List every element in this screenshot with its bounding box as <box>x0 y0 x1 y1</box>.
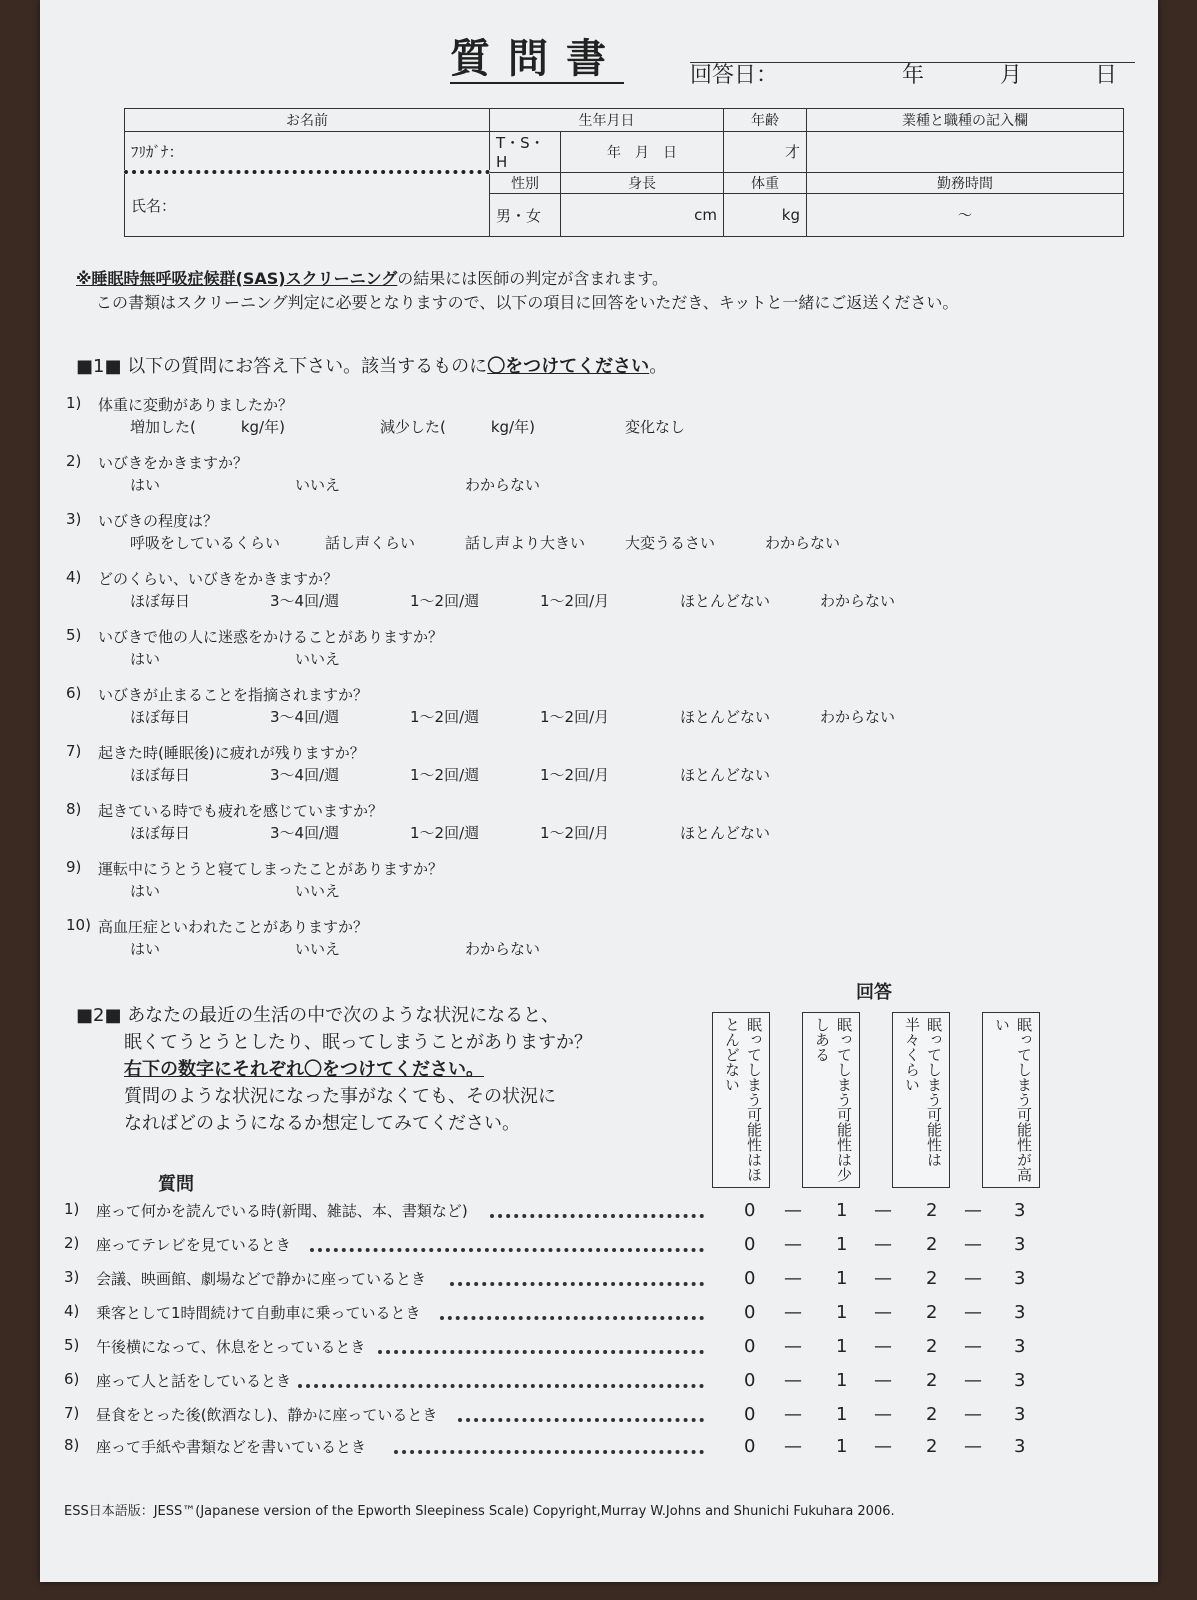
score-option-2[interactable]: 2 <box>926 1336 938 1357</box>
occupation-field[interactable] <box>807 132 1124 173</box>
ess-question-row <box>64 1436 1124 1462</box>
height-field[interactable]: cm <box>561 194 724 237</box>
score-option-1[interactable]: 1 <box>836 1200 848 1221</box>
answer-option[interactable]: いいえ <box>295 476 341 494</box>
score-option-0[interactable]: 0 <box>744 1268 756 1289</box>
answer-option[interactable]: 1～2回/週 <box>410 592 480 610</box>
ess-question-row <box>64 1336 1124 1362</box>
score-option-3[interactable]: 3 <box>1014 1234 1026 1255</box>
question-text: 体重に変動がありましたか？ <box>98 396 294 414</box>
section1-heading-end: 。 <box>649 356 668 377</box>
ess-question-number: 1) <box>64 1200 80 1218</box>
answer-month-label: 月 <box>1000 63 1023 88</box>
score-option-0[interactable]: 0 <box>744 1436 756 1457</box>
score-option-0[interactable]: 0 <box>744 1200 756 1221</box>
ess-question-number: 3) <box>64 1268 80 1286</box>
scale-column-1: 眠ってしまう可能性は少しある <box>802 1012 860 1188</box>
scale-dash: — <box>964 1436 982 1457</box>
age-field[interactable] <box>724 132 807 173</box>
ess-question-text: 座って何かを読んでいる時(新聞、雑誌、本、書類など) <box>96 1202 468 1220</box>
question-text: いびきをかきますか？ <box>98 454 249 472</box>
scale-dash: — <box>874 1336 892 1357</box>
section2-line5: なればどのようになるか想定してみてください。 <box>124 1113 520 1134</box>
answer-option[interactable]: はい <box>130 940 161 958</box>
answer-option[interactable]: ほとんどない <box>680 766 771 784</box>
dotted-leader <box>450 1282 704 1286</box>
score-option-0[interactable]: 0 <box>744 1234 756 1255</box>
section2-instruction: 右下の数字にそれぞれ〇をつけてください。 <box>124 1059 484 1080</box>
dotted-leader <box>458 1418 704 1422</box>
answer-option[interactable]: 3～4回/週 <box>270 824 340 842</box>
score-option-1[interactable]: 1 <box>836 1370 848 1391</box>
screening-note-rest: の結果には医師の判定が含まれます。 <box>397 269 669 288</box>
score-option-3[interactable]: 3 <box>1014 1436 1026 1457</box>
dotted-leader <box>440 1316 704 1320</box>
sex-field[interactable]: 男・女 <box>490 194 561 237</box>
score-option-3[interactable]: 3 <box>1014 1302 1026 1323</box>
question-text: 起きた時(睡眠後)に疲れが残りますか？ <box>98 744 365 762</box>
answer-date-label: 回答日： <box>690 63 779 88</box>
score-option-0[interactable]: 0 <box>744 1404 756 1425</box>
scale-dash: — <box>874 1302 892 1323</box>
score-option-2[interactable]: 2 <box>926 1370 938 1391</box>
score-option-1[interactable]: 1 <box>836 1234 848 1255</box>
score-option-3[interactable]: 3 <box>1014 1404 1026 1425</box>
scale-column-3: 眠ってしまう可能性が高い <box>982 1012 1040 1188</box>
section2-line1: ■2■ あなたの最近の生活の中で次のような状況になると、 <box>76 1005 560 1026</box>
questionnaire-sheet <box>40 0 1158 1582</box>
ess-question-text: 午後横になって、休息をとっているとき <box>96 1338 366 1356</box>
sex-header: 性別 <box>490 172 561 194</box>
scale-dash: — <box>784 1404 802 1425</box>
answer-option[interactable]: ほとんどない <box>680 824 771 842</box>
answer-option[interactable]: いいえ <box>295 940 341 958</box>
answer-option[interactable]: いいえ <box>295 882 341 900</box>
answer-option[interactable]: ほとんどない <box>680 592 771 610</box>
scale-dash: — <box>874 1370 892 1391</box>
score-option-3[interactable]: 3 <box>1014 1336 1026 1357</box>
scale-dash: — <box>964 1336 982 1357</box>
section2-line4: 質問のような状況になった事がなくても、その状況に <box>124 1086 556 1107</box>
sas-screening-text: ※睡眠時無呼吸症候群(SAS)スクリーニング <box>76 269 398 288</box>
answer-option[interactable]: 呼吸をしているくらい <box>130 534 281 552</box>
answer-option[interactable]: 3～4回/週 <box>270 708 340 726</box>
score-option-2[interactable]: 2 <box>926 1234 938 1255</box>
ess-question-number: 7) <box>64 1404 80 1422</box>
scale-column-0: 眠ってしまう可能性はほとんどない <box>712 1012 770 1188</box>
section1-heading-emphasis: 〇をつけてください <box>487 356 650 377</box>
birthdate-header: 生年月日 <box>490 109 724 132</box>
question-label: 質問 <box>158 1174 194 1195</box>
work-hours-header: 勤務時間 <box>807 172 1124 194</box>
score-option-3[interactable]: 3 <box>1014 1200 1026 1221</box>
scale-dash: — <box>784 1268 802 1289</box>
scale-dash: — <box>784 1200 802 1221</box>
occupation-header: 業種と職種の記入欄 <box>807 109 1124 132</box>
ess-question-text: 座って手紙や書類などを書いているとき <box>96 1438 367 1456</box>
score-option-3[interactable]: 3 <box>1014 1268 1026 1289</box>
scale-dash: — <box>964 1404 982 1425</box>
question-text: どのくらい、いびきをかきますか？ <box>98 570 339 588</box>
answer-option[interactable]: ほぼ毎日 <box>130 766 191 784</box>
section1-heading-text: ■1■ 以下の質問にお答え下さい。該当するものに <box>76 356 488 377</box>
ess-question-number: 6) <box>64 1370 80 1388</box>
question-number: 7) <box>66 742 82 760</box>
answer-option[interactable]: わからない <box>820 592 896 610</box>
scale-dash: — <box>784 1302 802 1323</box>
score-option-1[interactable]: 1 <box>836 1436 848 1457</box>
ess-question-row <box>64 1200 1124 1226</box>
age-unit: 才 <box>784 143 800 162</box>
score-option-0[interactable]: 0 <box>744 1302 756 1323</box>
question-number: 1) <box>66 394 82 412</box>
ess-question-text: 昼食をとった後(飲酒なし)、静かに座っているとき <box>96 1406 438 1424</box>
score-option-2[interactable]: 2 <box>926 1268 938 1289</box>
answer-label: 回答 <box>856 982 892 1003</box>
score-option-1[interactable]: 1 <box>836 1302 848 1323</box>
scale-dash: — <box>874 1234 892 1255</box>
answer-option[interactable]: わからない <box>465 940 541 958</box>
answer-date-field[interactable] <box>690 62 1135 88</box>
question-number: 6) <box>66 684 82 702</box>
ess-question-number: 5) <box>64 1336 80 1354</box>
scale-dash: — <box>964 1234 982 1255</box>
copyright-footer: ESS日本語版：JESS™(Japanese version of the Epworth Sleepiness Scale) Copyright,Murray W.Johns and Shunichi Fukuhara 2006. <box>64 1504 895 1519</box>
work-hours-field[interactable]: ～ <box>807 194 1124 237</box>
scale-dash: — <box>784 1436 802 1457</box>
answer-option[interactable]: わからない <box>465 476 541 494</box>
scale-dash: — <box>784 1336 802 1357</box>
answer-option[interactable]: ほぼ毎日 <box>130 824 191 842</box>
ess-question-number: 4) <box>64 1302 80 1320</box>
score-option-1[interactable]: 1 <box>836 1336 848 1357</box>
score-option-0[interactable]: 0 <box>744 1370 756 1391</box>
ess-question-row <box>64 1234 1124 1260</box>
section1-heading <box>76 352 667 378</box>
answer-option[interactable]: いいえ <box>295 650 341 668</box>
question-text: 運転中にうとうと寝てしまったことがありますか？ <box>98 860 444 878</box>
answer-day-label: 日 <box>1095 63 1118 88</box>
scale-dash: — <box>964 1302 982 1323</box>
furigana-label: ﾌﾘｶﾞﾅ： <box>131 142 184 161</box>
ess-question-text: 乗客として1時間続けて自動車に乗っているとき <box>96 1304 421 1322</box>
answer-option[interactable]: 1～2回/週 <box>410 708 480 726</box>
answer-option[interactable]: 1～2回/週 <box>410 824 480 842</box>
ess-question-text: 座ってテレビを見ているとき <box>96 1236 291 1254</box>
score-option-1[interactable]: 1 <box>836 1268 848 1289</box>
scale-dash: — <box>964 1268 982 1289</box>
scale-dash: — <box>874 1268 892 1289</box>
scale-dash: — <box>784 1370 802 1391</box>
question-number: 2) <box>66 452 82 470</box>
ess-question-text: 会議、映画館、劇場などで静かに座っているとき <box>96 1270 427 1288</box>
score-option-2[interactable]: 2 <box>926 1302 938 1323</box>
score-option-0[interactable]: 0 <box>744 1336 756 1357</box>
answer-option[interactable]: はい <box>130 882 161 900</box>
score-option-1[interactable]: 1 <box>836 1404 848 1425</box>
screening-note <box>76 266 668 289</box>
question-number: 9) <box>66 858 82 876</box>
answer-option[interactable]: 話し声より大きい <box>465 534 586 552</box>
scale-dash: — <box>874 1200 892 1221</box>
question-text: 起きている時でも疲れを感じていますか？ <box>98 802 384 820</box>
question-text: いびきで他の人に迷惑をかけることがありますか？ <box>98 628 444 646</box>
shimei-label: 氏名： <box>131 196 177 215</box>
answer-option[interactable]: 1～2回/週 <box>410 766 480 784</box>
answer-option[interactable]: ほとんどない <box>680 708 771 726</box>
furigana-field[interactable] <box>125 132 490 173</box>
score-option-2[interactable]: 2 <box>926 1436 938 1457</box>
ess-question-text: 座って人と話をしているとき <box>96 1372 292 1390</box>
scale-dash: — <box>784 1234 802 1255</box>
answer-option[interactable]: 3～4回/週 <box>270 592 340 610</box>
question-text: 高血圧症といわれたことがありますか？ <box>98 918 369 936</box>
section2-intro <box>76 1002 636 1137</box>
dotted-leader <box>310 1248 704 1252</box>
question-number: 3) <box>66 510 82 528</box>
scale-dash: — <box>964 1370 982 1391</box>
ess-question-row <box>64 1302 1124 1328</box>
ess-question-number: 8) <box>64 1436 80 1454</box>
answer-option[interactable]: 3～4回/週 <box>270 766 340 784</box>
answer-option[interactable]: 1～2回/月 <box>540 708 610 726</box>
answer-option[interactable]: わからない <box>765 534 841 552</box>
answer-option[interactable]: ほぼ毎日 <box>130 708 191 726</box>
ess-question-number: 2) <box>64 1234 80 1252</box>
answer-year-label: 年 <box>902 63 925 88</box>
ess-question-row <box>64 1370 1124 1396</box>
answer-option[interactable]: 1～2回/月 <box>540 592 610 610</box>
question-number: 4) <box>66 568 82 586</box>
era-options[interactable]: T・S・H <box>490 132 561 173</box>
height-header: 身長 <box>561 172 724 194</box>
answer-option[interactable]: 1～2回/月 <box>540 766 610 784</box>
section2-line2: 眠くてうとうとしたり、眠ってしまうことがありますか？ <box>124 1032 592 1053</box>
return-instructions: この書類はスクリーニング判定に必要となりますので、以下の項目に回答をいただき、キットと一緒にご返送ください。 <box>96 293 959 312</box>
dotted-leader <box>378 1350 704 1354</box>
weight-field[interactable]: kg <box>724 194 807 237</box>
question-number: 10) <box>66 916 91 934</box>
shimei-field[interactable] <box>125 172 490 237</box>
answer-option[interactable]: はい <box>130 650 161 668</box>
ess-question-row <box>64 1268 1124 1294</box>
dotted-leader <box>394 1450 704 1454</box>
personal-info-table <box>124 108 1124 237</box>
answer-option[interactable]: 話し声くらい <box>325 534 416 552</box>
score-option-2[interactable]: 2 <box>926 1200 938 1221</box>
dotted-leader <box>490 1214 704 1218</box>
answer-option[interactable]: 減少した( kg/年) <box>380 418 535 436</box>
ess-question-row <box>64 1404 1124 1430</box>
question-number: 5) <box>66 626 82 644</box>
answer-option[interactable]: 大変うるさい <box>625 534 716 552</box>
scale-column-2: 眠ってしまう可能性は半々くらい <box>892 1012 950 1188</box>
question-text: いびきの程度は？ <box>98 512 219 530</box>
answer-option[interactable]: 増加した( kg/年) <box>130 418 285 436</box>
birthdate-field[interactable]: 年 月 日 <box>561 132 724 173</box>
age-header: 年齢 <box>724 109 807 132</box>
question-text: いびきが止まることを指摘されますか？ <box>98 686 369 704</box>
scale-dash: — <box>874 1404 892 1425</box>
name-header: お名前 <box>125 109 490 132</box>
dotted-leader <box>298 1384 704 1388</box>
score-option-3[interactable]: 3 <box>1014 1370 1026 1391</box>
answer-option[interactable]: わからない <box>820 708 896 726</box>
page-title: 質問書 <box>450 36 624 82</box>
question-number: 8) <box>66 800 82 818</box>
scale-dash: — <box>964 1200 982 1221</box>
scale-dash: — <box>874 1436 892 1457</box>
weight-header: 体重 <box>724 172 807 194</box>
answer-option[interactable]: はい <box>130 476 161 494</box>
answer-option[interactable]: 変化なし <box>625 418 686 436</box>
answer-option[interactable]: 1～2回/月 <box>540 824 610 842</box>
score-option-2[interactable]: 2 <box>926 1404 938 1425</box>
answer-option[interactable]: ほぼ毎日 <box>130 592 191 610</box>
